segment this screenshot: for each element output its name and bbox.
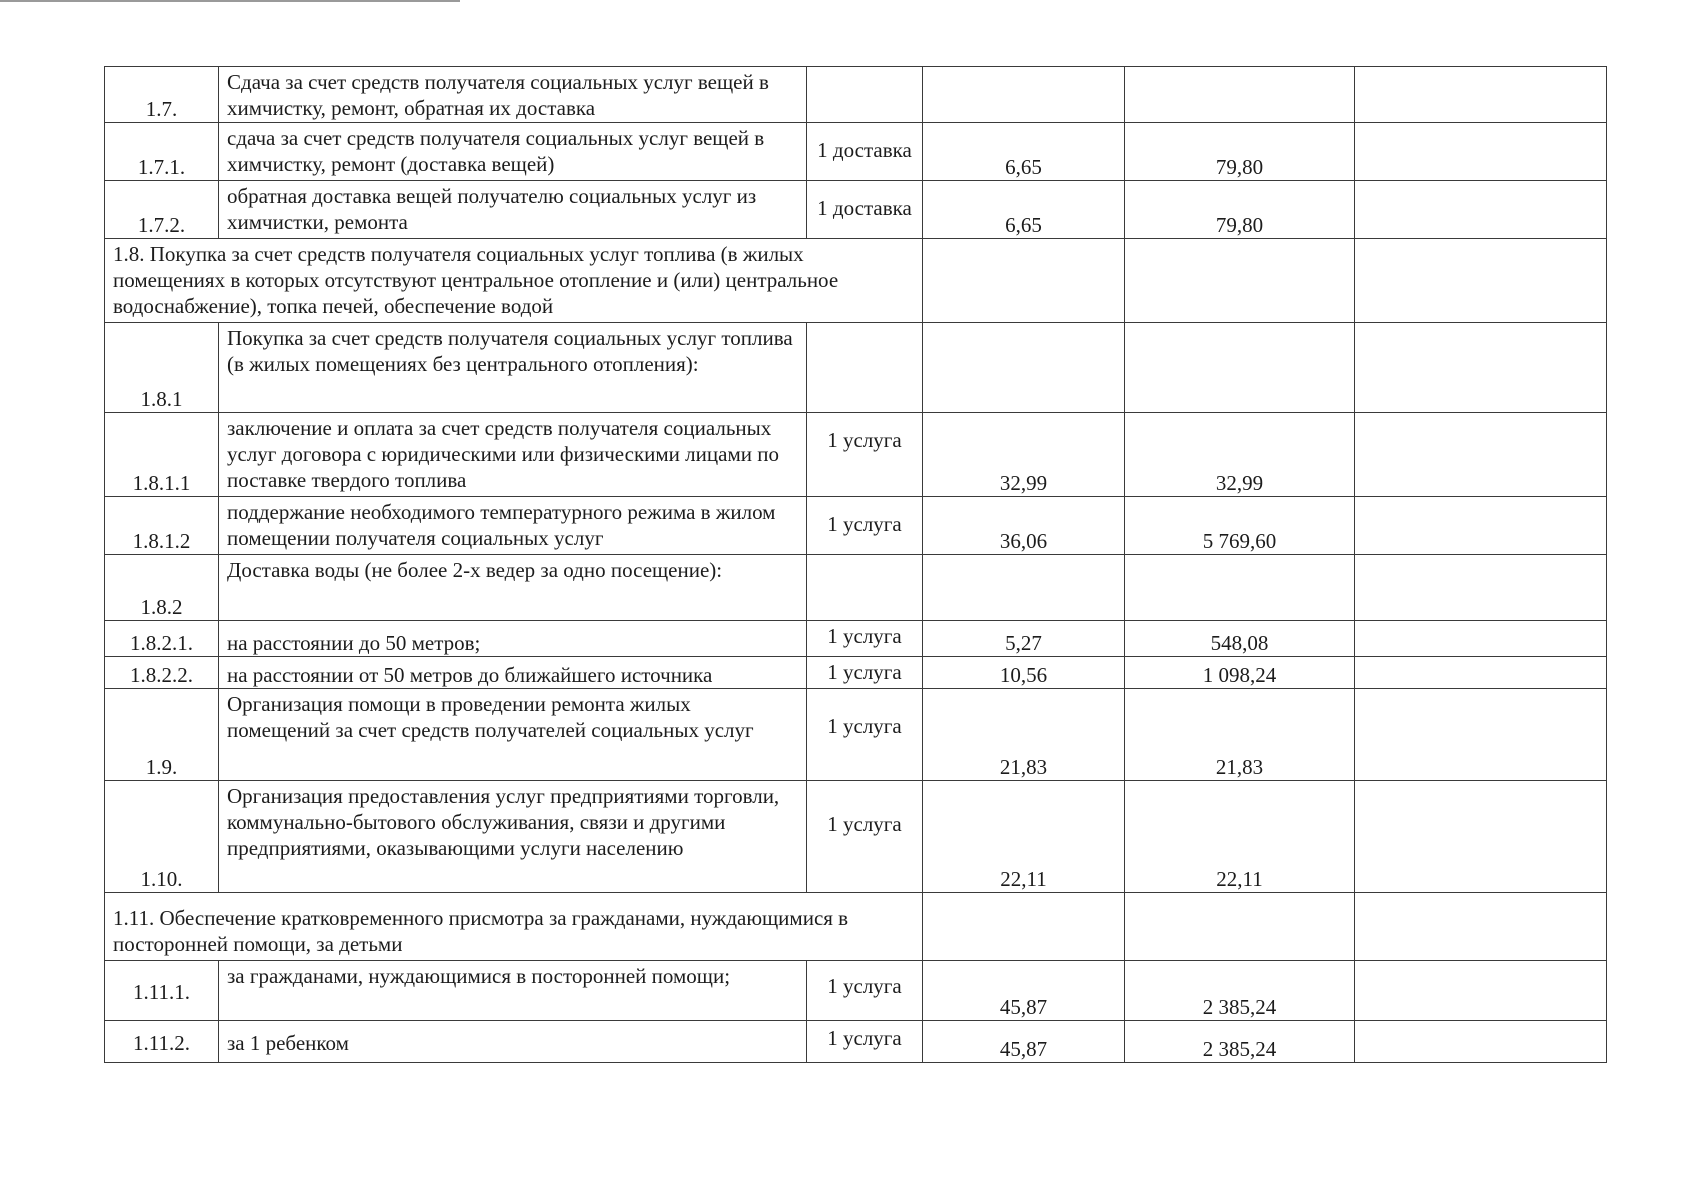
row-total: 79,80	[1125, 181, 1355, 239]
row-unit: 1 услуга	[807, 781, 923, 893]
row-extra	[1355, 689, 1607, 781]
row-number: 1.8.1	[105, 323, 219, 413]
row-extra	[1355, 657, 1607, 689]
row-description: за гражданами, нуждающимися в посторонней помощи;	[219, 961, 807, 1021]
row-description: сдача за счет средств получателя социальных услуг вещей в химчистку, ремонт (доставка вещей)	[219, 123, 807, 181]
row-price: 22,11	[923, 781, 1125, 893]
row-description: на расстоянии от 50 метров до ближайшего источника	[219, 657, 807, 689]
row-number: 1.7.1.	[105, 123, 219, 181]
table-row	[105, 555, 1607, 621]
row-number: 1.8.2.2.	[105, 657, 219, 689]
row-number: 1.9.	[105, 689, 219, 781]
row-extra	[1355, 413, 1607, 497]
row-total: 22,11	[1125, 781, 1355, 893]
row-description: Организация помощи в проведении ремонта жилых помещений за счет средств получателей социальных услуг	[219, 689, 807, 781]
row-price	[923, 893, 1125, 961]
table-row	[105, 413, 1607, 497]
row-price: 32,99	[923, 413, 1125, 497]
row-description: Организация предоставления услуг предприятиями торговли, коммунально-бытового обслуживания, связи и другими предприятиями, оказывающими услуги населению	[219, 781, 807, 893]
row-total: 32,99	[1125, 413, 1355, 497]
row-description: Сдача за счет средств получателя социальных услуг вещей в химчистку, ремонт, обратная их доставка	[219, 67, 807, 123]
section-title: 1.11. Обеспечение кратковременного присмотра за гражданами, нуждающимися в посторонней помощи, за детьми	[105, 893, 923, 961]
row-description: Покупка за счет средств получателя социальных услуг топлива (в жилых помещениях без центрального отопления):	[219, 323, 807, 413]
row-number: 1.11.2.	[105, 1021, 219, 1063]
row-number: 1.8.1.2	[105, 497, 219, 555]
row-description: заключение и оплата за счет средств получателя социальных услуг договора с юридическими или физическими лицами по поставке твердого топлива	[219, 413, 807, 497]
row-total: 1 098,24	[1125, 657, 1355, 689]
row-number: 1.11.1.	[105, 961, 219, 1021]
table-row	[105, 1021, 1607, 1063]
table-row	[105, 893, 1607, 961]
row-unit	[807, 323, 923, 413]
row-extra	[1355, 497, 1607, 555]
row-number: 1.7.2.	[105, 181, 219, 239]
row-total	[1125, 239, 1355, 323]
row-description: на расстоянии до 50 метров;	[219, 621, 807, 657]
row-total	[1125, 323, 1355, 413]
row-unit: 1 услуга	[807, 657, 923, 689]
table-row	[105, 181, 1607, 239]
table-row	[105, 123, 1607, 181]
row-total: 548,08	[1125, 621, 1355, 657]
row-description: Доставка воды (не более 2-х ведер за одно посещение):	[219, 555, 807, 621]
row-price: 6,65	[923, 123, 1125, 181]
row-unit	[807, 555, 923, 621]
table-row	[105, 67, 1607, 123]
row-price: 45,87	[923, 961, 1125, 1021]
row-unit: 1 услуга	[807, 1021, 923, 1063]
row-price: 45,87	[923, 1021, 1125, 1063]
row-number: 1.7.	[105, 67, 219, 123]
row-total	[1125, 555, 1355, 621]
row-price: 5,27	[923, 621, 1125, 657]
row-price: 36,06	[923, 497, 1125, 555]
row-price: 10,56	[923, 657, 1125, 689]
row-unit: 1 услуга	[807, 497, 923, 555]
row-total: 21,83	[1125, 689, 1355, 781]
row-unit: 1 услуга	[807, 621, 923, 657]
row-price	[923, 239, 1125, 323]
row-extra	[1355, 781, 1607, 893]
row-total: 2 385,24	[1125, 961, 1355, 1021]
table-row	[105, 689, 1607, 781]
section-title: 1.8. Покупка за счет средств получателя социальных услуг топлива (в жилых помещениях в которых отсутствуют центральное отопление и (или) центральное водоснабжение), топка печей, обеспечение водой	[105, 239, 923, 323]
row-unit: 1 доставка	[807, 181, 923, 239]
row-unit: 1 услуга	[807, 413, 923, 497]
row-number: 1.8.2.1.	[105, 621, 219, 657]
table-row	[105, 781, 1607, 893]
table-row	[105, 961, 1607, 1021]
row-extra	[1355, 893, 1607, 961]
tariff-table	[104, 66, 1607, 1063]
row-total	[1125, 67, 1355, 123]
row-total	[1125, 893, 1355, 961]
row-price	[923, 323, 1125, 413]
row-total: 79,80	[1125, 123, 1355, 181]
table-row	[105, 323, 1607, 413]
row-description: за 1 ребенком	[219, 1021, 807, 1063]
row-extra	[1355, 239, 1607, 323]
row-description: обратная доставка вещей получателю социальных услуг из химчистки, ремонта	[219, 181, 807, 239]
table-row	[105, 657, 1607, 689]
row-extra	[1355, 67, 1607, 123]
row-extra	[1355, 621, 1607, 657]
row-number: 1.8.2	[105, 555, 219, 621]
row-extra	[1355, 961, 1607, 1021]
row-price: 21,83	[923, 689, 1125, 781]
row-price	[923, 555, 1125, 621]
table-row	[105, 497, 1607, 555]
table-row	[105, 621, 1607, 657]
row-extra	[1355, 123, 1607, 181]
scan-edge	[0, 0, 460, 2]
row-extra	[1355, 1021, 1607, 1063]
row-extra	[1355, 181, 1607, 239]
row-total: 5 769,60	[1125, 497, 1355, 555]
row-unit: 1 доставка	[807, 123, 923, 181]
row-price: 6,65	[923, 181, 1125, 239]
table-row	[105, 239, 1607, 323]
row-number: 1.10.	[105, 781, 219, 893]
row-number: 1.8.1.1	[105, 413, 219, 497]
row-extra	[1355, 555, 1607, 621]
row-unit	[807, 67, 923, 123]
row-unit: 1 услуга	[807, 961, 923, 1021]
row-total: 2 385,24	[1125, 1021, 1355, 1063]
row-description: поддержание необходимого температурного режима в жилом помещении получателя социальных услуг	[219, 497, 807, 555]
row-unit: 1 услуга	[807, 689, 923, 781]
row-price	[923, 67, 1125, 123]
row-extra	[1355, 323, 1607, 413]
